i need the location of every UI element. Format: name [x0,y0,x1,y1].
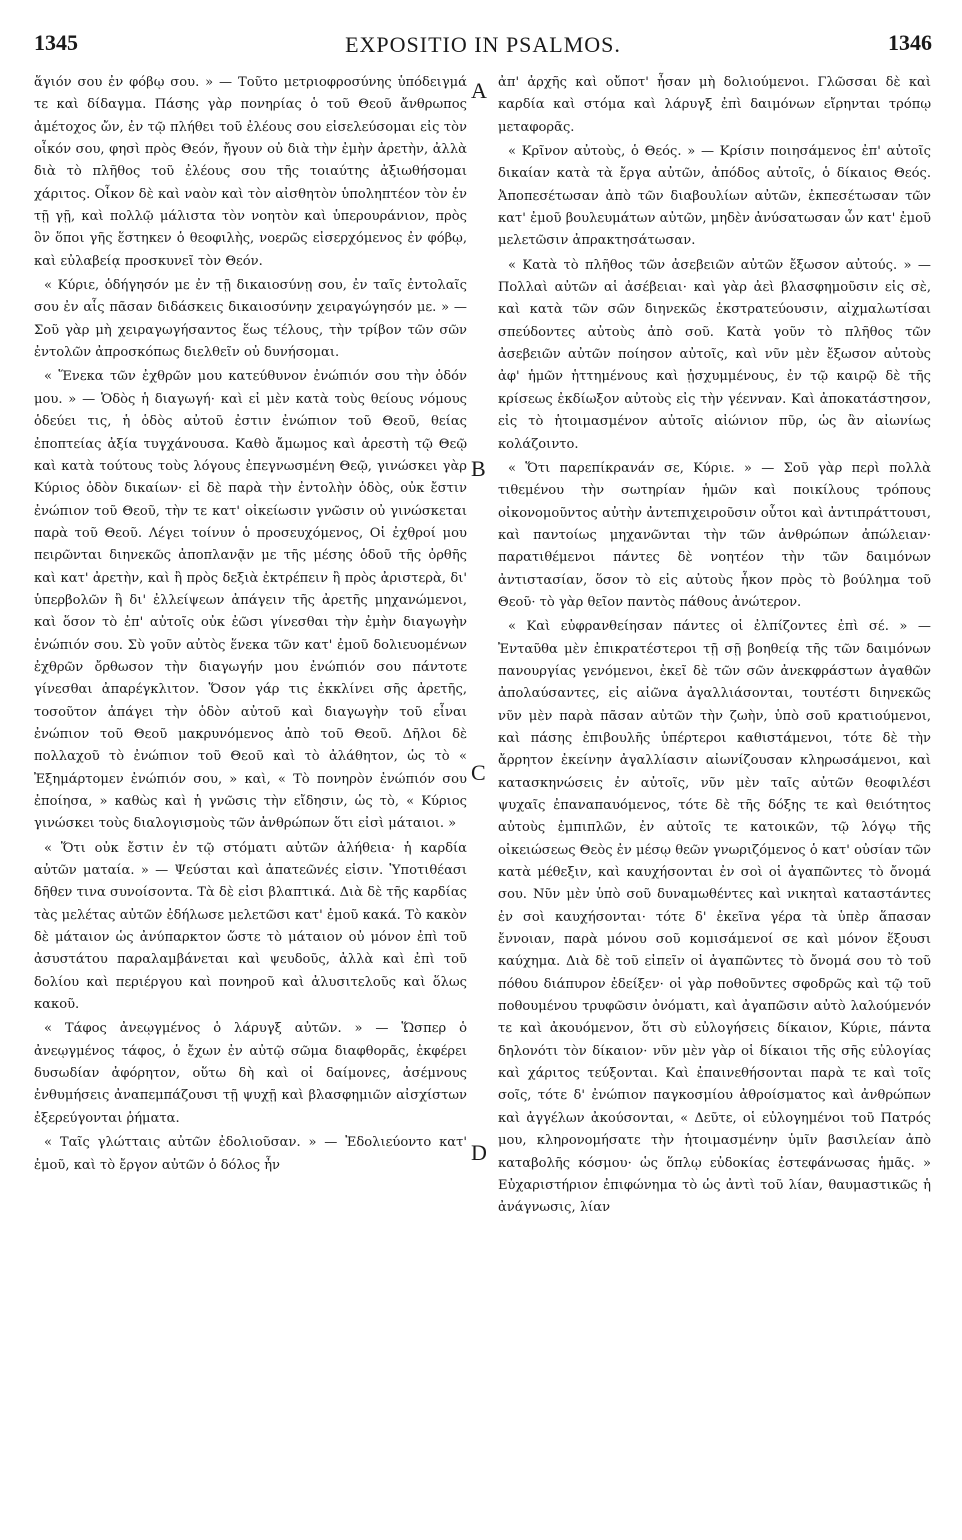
left-paragraph-2: « Κύριε, ὁδήγησόν με ἐν τῇ δικαιοσύνῃ σου, ἐν ταῖς ἐντολαῖς σου ἐν αἷς πᾶσαν διδάσκεις δικαιοσύνην χειραγώγησόν με. » — Σοῦ γὰρ μὴ χειραγωγήσαντος ἕως τέλους, τὴν τρίβον τῶν σῶν ἐντολῶν ἀπροσκόπως διελθεῖν οὐ δυνήσομαι. [34,278,467,361]
left-paragraph-1: ἅγιόν σου ἐν φόβῳ σου. » — Τοῦτο μετριοφροσύνης ὑπόδειγμά τε καὶ δίδαγμα. Πάσης γὰρ πονηρίας ὁ τοῦ Θεοῦ ἄνθρωπος ἀμέτοχος ὤν, ἐν τῷ πλήθει τοῦ ἐλέους σου εἰσελεύσομαι εἰς τὸν οἶκόν σου, φησὶ πρὸς Θεόν, ἤγουν οὐ διὰ τὴν ἐμὴν ἀρετὴν, ἀλλὰ διὰ τὸ πλῆθος τοῦ ἐλέους σου τῆς τοιαύτης ἀξιωθήσομαι χάριτος. Οἶκον δὲ καὶ ναὸν καὶ τὸν αἰσθητὸν ὑποληπτέον τὸν ἐν τῇ γῇ, καὶ πολλῷ μάλιστα τὸν νοητὸν καὶ ὑπερουράνιον, πρὸς ὃν ὅποι γῆς ἕστηκεν ὁ θεοφιλὴς, νοερῶς εἰσερχόμενος ἐν φόβῳ, καὶ εὐλαβείᾳ προσκυνεῖ τὸν Θεόν. [34,75,467,269]
left-column [34,72,467,1177]
margin-marker-a: A [471,78,487,103]
right-paragraph-2: « Κρῖνον αὐτοὺς, ὁ Θεός. » — Κρίσιν ποιησάμενος ἐπ' αὐτοῖς δικαίαν κατὰ τὰ ἔργα αὐτῶν, ἀπόδος αὐτοῖς, ὁ δίκαιος Θεός. Ἀποπεσέτωσαν ἀπὸ τῶν διαβουλίων αὐτῶν, ἐκπεσέτωσαν τῶν κατ' ἐμοῦ βουλευμάτων αὐτῶν, μηδὲν ἀνύσατωσαν ὧν κατ' ἐμοῦ μελετῶσιν ἀπρακτησάτωσαν. [498,144,931,249]
right-column [498,72,931,1220]
right-paragraph-5: « Καὶ εὐφρανθείησαν πάντες οἱ ἐλπίζοντες ἐπὶ σέ. » — Ἐνταῦθα μὲν ἐπικρατέστεροι τῇ σῇ βοηθείᾳ τῆς τῶν δαιμόνων πανουργίας γενόμενοι, ἐκεῖ δὲ τῶν σῶν ἀνεκφράστων ἀγαθῶν ἀπολαύσαντες, εἰς αἰῶνα ἀγαλλιάσονται, τουτέστι διηνεκῶς νῦν μὲν παρὰ πᾶσαν αὐτῶν τὴν ζωὴν, ὑπὸ σοῦ κρατιούμενοι, καὶ πάσης ἐπιβουλῆς ὑπέρτεροι καθιστάμενοι, τότε δὲ τὴν ἄρρητον ἐκείνην ἀγαλλίασιν αἰωνίζουσαν κληρωσάμενοι, καὶ κατασκηνώσεις ἐν αὐτοῖς, νῦν μὲν ταῖς αὐτῶν θεοφιλέσι ψυχαῖς ἐπαναπαυόμενος, τότε δὲ τῆς δόξης τε καὶ θειότητος αὐτοὺς ἐμπιπλῶν, ἐν αὐτοῖς τε κατοικῶν, τῷ λόγῳ τῆς οἰκειώσεως Θεὸς ἐν μέσῳ θεῶν γνωριζόμενος ὁ κατ' οὐσίαν τῶν κατὰ μέθεξιν, καὶ καυχήσονται ἐν σοὶ οἱ ἀγαπῶντες τὸ ὄνομά σου. Νῦν μὲν ὑπὸ σοῦ δυναμωθέντες καὶ νικηταὶ καταστάντες ἐν σοὶ καυχήσονται· τότε δ' ἐκεῖνα γέρα τὰ ὑπὲρ ἅπασαν ἔννοιαν, παρὰ μόνου σοῦ κομισάμενοί σε καὶ μόνον ἕξουσι καύχημα. Διὰ δὲ τοῦ εἰπεῖν οἱ ἀγαπῶντες τὸ ὄνομά σου τὸ τοῦ πόθου διάπυρον ἐδείξεν· οἱ γὰρ ποθοῦντες σφοδρῶς καὶ τῷ τοῦ ποθουμένου τρυφῶσιν ὀνόματι, καὶ ἀγαπῶσιν αὐτὸ λαλούμενόν τε καὶ ἀκουόμενον, ὅτι σὺ εὐλογήσεις δίκαιον, Κύριε, πάντα δηλονότι τὸν δίκαιον· νῦν μὲν γὰρ οἱ δίκαιοι τῆς σῆς εὐλογίας καὶ χάριτος τεύξονται. Καὶ ἐπαινεθήσονται παρὰ τε καὶ τοῖς σοῖς, τότε δ' ἐνώπιον παγκοσμίου ἀθροίσματος καὶ ἀνθρώπων καὶ ἀγγέλων ἀκούσονται, « Δεῦτε, οἱ εὐλογημένοι τοῦ Πατρός μου, κληρονομήσατε τὴν ἡτοιμασμένην ὑμῖν βασιλείαν ἀπὸ καταβολῆς κόσμου· ὡς ὅπλῳ εὐδοκίας ἐστεφάνωσας ἡμᾶς. » Εὐχαριστήριον ἐπιφώνημα τὸ ὡς ἀντὶ τοῦ λίαν, θαυμαστικῶς ἡ ἀνάγνωσις, λίαν [498,619,931,1216]
left-page-number: 1345 [34,30,78,55]
left-paragraph-3: « Ἕνεκα τῶν ἐχθρῶν μου κατεύθυνον ἐνώπιόν σου τὴν ὁδόν μου. » — Ὁδὸς ἡ διαγωγή· καὶ εἰ μὲν κατὰ τοὺς θείους νόμους ὁδεύει τις, ἡ ὁδὸς αὐτοῦ ἐστιν ἐνώπιον τοῦ Θεοῦ, θείας ἐποπτείας ἀξία τυγχάνουσα. Καθὸ ἄμωμος καὶ ἀρεστὴ τῷ Θεῷ καὶ κατὰ τούτους τοὺς λόγους ἐπεγνωσμένη Θεῷ, γινώσκει γὰρ Κύριος ὁδὸν δικαίων· εἰ δὲ παρὰ τὴν ἐντολὴν ὁδὸς, οὐκ ἔστιν ἐνώπιον τοῦ Θεοῦ, τὴν τε κατ' οἰκείωσιν γνῶσιν οὐ γινώσκεται παρὰ τοῦ Θεοῦ. Λέγει τοίνυν ὁ προσευχόμενος, Οἱ ἐχθροί μου πειρῶνται διηνεκῶς ἀποπλανᾷν με τῆς μέσης ὁδοῦ τῆς ὀρθῆς καὶ κατ' ἀρετὴν, καὶ ἢ πρὸς δεξιὰ ἐκτρέπειν ἢ πρὸς ἀριστερὰ, δι' ὑπερβολῶν ἢ δι' ἐλλείψεων ἀπάγειν τῆς ἀρετῆς μηχανώμενοι, καὶ ὅσον τὸ ἐπ' αὐτοῖς οὐκ ἐῶσι γίνεσθαι τὴν ἐμὴν διαγωγὴν ἐνώπιόν σου. Σὺ γοῦν αὐτὸς ἕνεκα τῶν κατ' ἐμοῦ δολιευομένων ἐχθρῶν ὄρθωσον τὴν διαγωγήν μου ἐνώπιόν σου πάντοτε γίνεσθαι ἀπαρέγκλιτον. Ὅσον γάρ τις ἐκκλίνει σῆς ἀρετῆς, τοσοῦτον ἀπάγει τὴν ὁδὸν αὐτοῦ καὶ διαγωγὴν τοῦ εἶναι ἐνώπιον τοῦ Θεοῦ μακρυνόμενος ἀπὸ τοῦ Θεοῦ. Δῆλοι δὲ πολλαχοῦ τὸ ἐνώπιον τοῦ Θεοῦ καὶ τὸ ἀλάθητον, ὡς τὸ « Ἐξημάρτομεν ἐνώπιόν σου, » καὶ, « Τὸ πονηρὸν ἐνώπιόν σου ἐποίησα, » καθὼς καὶ ἡ γνῶσις τὴν εἴδησιν, ὡς τὸ, « Κύριος γινώσκει τοὺς διαλογισμοὺς τῶν ἀνθρώπων ὅτι εἰσὶ μάταιοι. » [34,369,467,832]
right-paragraph-4: « Ὅτι παρεπίκρανάν σε, Κύριε. » — Σοῦ γὰρ περὶ πολλὰ τιθεμένου τὴν σωτηρίαν ἡμῶν καὶ ποικίλους τρόπους οἰκονομοῦντος αὐτὴν ἀντεπιχειροῦσιν οὗτοι καὶ ἀντιπράττουσι, καὶ παντοίως μηχανῶνται τὴν τῶν ἀνθρώπων ἀπώλειαν· παρατιθέμενοι πάντες δὲ νοητέον τὴν τῶν δαιμόνων ἀντιστασίαν, ὅσον τὸ εἰς αὐτοὺς ἧκον πρὸς τὸ βούλημα τοῦ Θεοῦ· τὸ γὰρ θεῖον παντὸς πάθους ἀνώτερον. [498,460,931,610]
right-paragraph-1: ἀπ' ἀρχῆς καὶ οὔποτ' ἦσαν μὴ δολιούμενοι. Γλῶσσαι δὲ καὶ καρδία καὶ στόμα καὶ λάρυγξ ἐπὶ δαιμόνων εἴρηνται τρόπῳ μεταφορᾶς. [498,75,931,135]
right-paragraph-3: « Κατὰ τὸ πλῆθος τῶν ἀσεβειῶν αὐτῶν ἔξωσον αὐτούς. » — Πολλαὶ αὐτῶν αἱ ἀσέβειαι· καὶ γὰρ ἀεὶ βλασφημοῦσιν εἰς σὲ, καὶ κατὰ τῶν σῶν διηνεκῶς ἐκστρατεύουσιν, αἰχμαλωτίσαι σπεύδοντες αὐτοὺς ἀπὸ σοῦ. Κατὰ γοῦν τὸ πλῆθος τῶν ἀσεβειῶν αὐτῶν ποίησον αὐτοῖς, καὶ νῦν μὲν ἔξωσον αὐτοὺς ἀφ' ἡμῶν ἡττημένους καὶ ᾐσχυμμένους, ἐν τῷ καιρῷ δὲ τῆς κρίσεως ἐκδίωξον αὐτοὺς εἰς τὴν γέενναν. Καὶ ἀποκατάστησον, εἰς τὸ ἡτοιμασμένον αὐτοῖς αἰώνιον πῦρ, ὡς ἂν αἰωνίως κολάζοιντο. [498,257,931,452]
margin-marker-b: B [471,456,486,481]
right-page-number: 1346 [888,30,932,55]
margin-marker-d: D [471,1140,487,1165]
running-title: EXPOSITIO IN PSALMOS. [345,32,621,57]
page-header [34,30,932,66]
left-paragraph-5: « Τάφος ἀνεῳγμένος ὁ λάρυγξ αὐτῶν. » — Ὥσπερ ὁ ἀνεῳγμένος τάφος, ὁ ἔχων ἐν αὐτῷ σῶμα διαφθορᾶς, ἐκφέρει δυσωδίαν ἀφόρητον, οὕτω δὴ καὶ οἱ δαίμονες, ἀσέμνους ἐνθυμήσεις ἀναπεμπάζουσι τῇ ψυχῇ καὶ βλασφημιῶν αἰσχίστων ἐξερεύγονται ῥήματα. [34,1021,467,1126]
left-paragraph-6: « Ταῖς γλώτταις αὐτῶν ἐδολιοῦσαν. » — Ἐδολιεύοντο κατ' ἐμοῦ, καὶ τὸ ἔργον αὐτῶν ὁ δόλος ἦν [34,1135,467,1173]
left-paragraph-4: « Ὅτι οὐκ ἔστιν ἐν τῷ στόματι αὐτῶν ἀλήθεια· ἡ καρδία αὐτῶν ματαία. » — Ψεύσται καὶ ἀπατεῶνές εἰσιν. Ὑποτιθέασι δῆθεν τινα συνοίσοντα. Τὰ δὲ εἰσι βλαπτικά. Διὰ δὲ τῆς καρδίας τὰς μελέτας αὐτῶν ἐδήλωσε μελετῶσι κατ' ἐμοῦ κακά. Τὸ κακὸν δὲ μάταιον ὡς ἀνύπαρκτον ὥστε τὸ μάταιον οὐ μόνον ἐπὶ τοῦ ἀσυστάτου παραλαμβάνεται καὶ ψευδοῦς, ἀλλὰ καὶ ἐπὶ τοῦ δολίου καὶ περιέργου καὶ πονηροῦ καὶ ἀλυσιτελοῦς καὶ ὅλως κακοῦ. [34,840,467,1013]
margin-marker-c: C [471,760,486,785]
